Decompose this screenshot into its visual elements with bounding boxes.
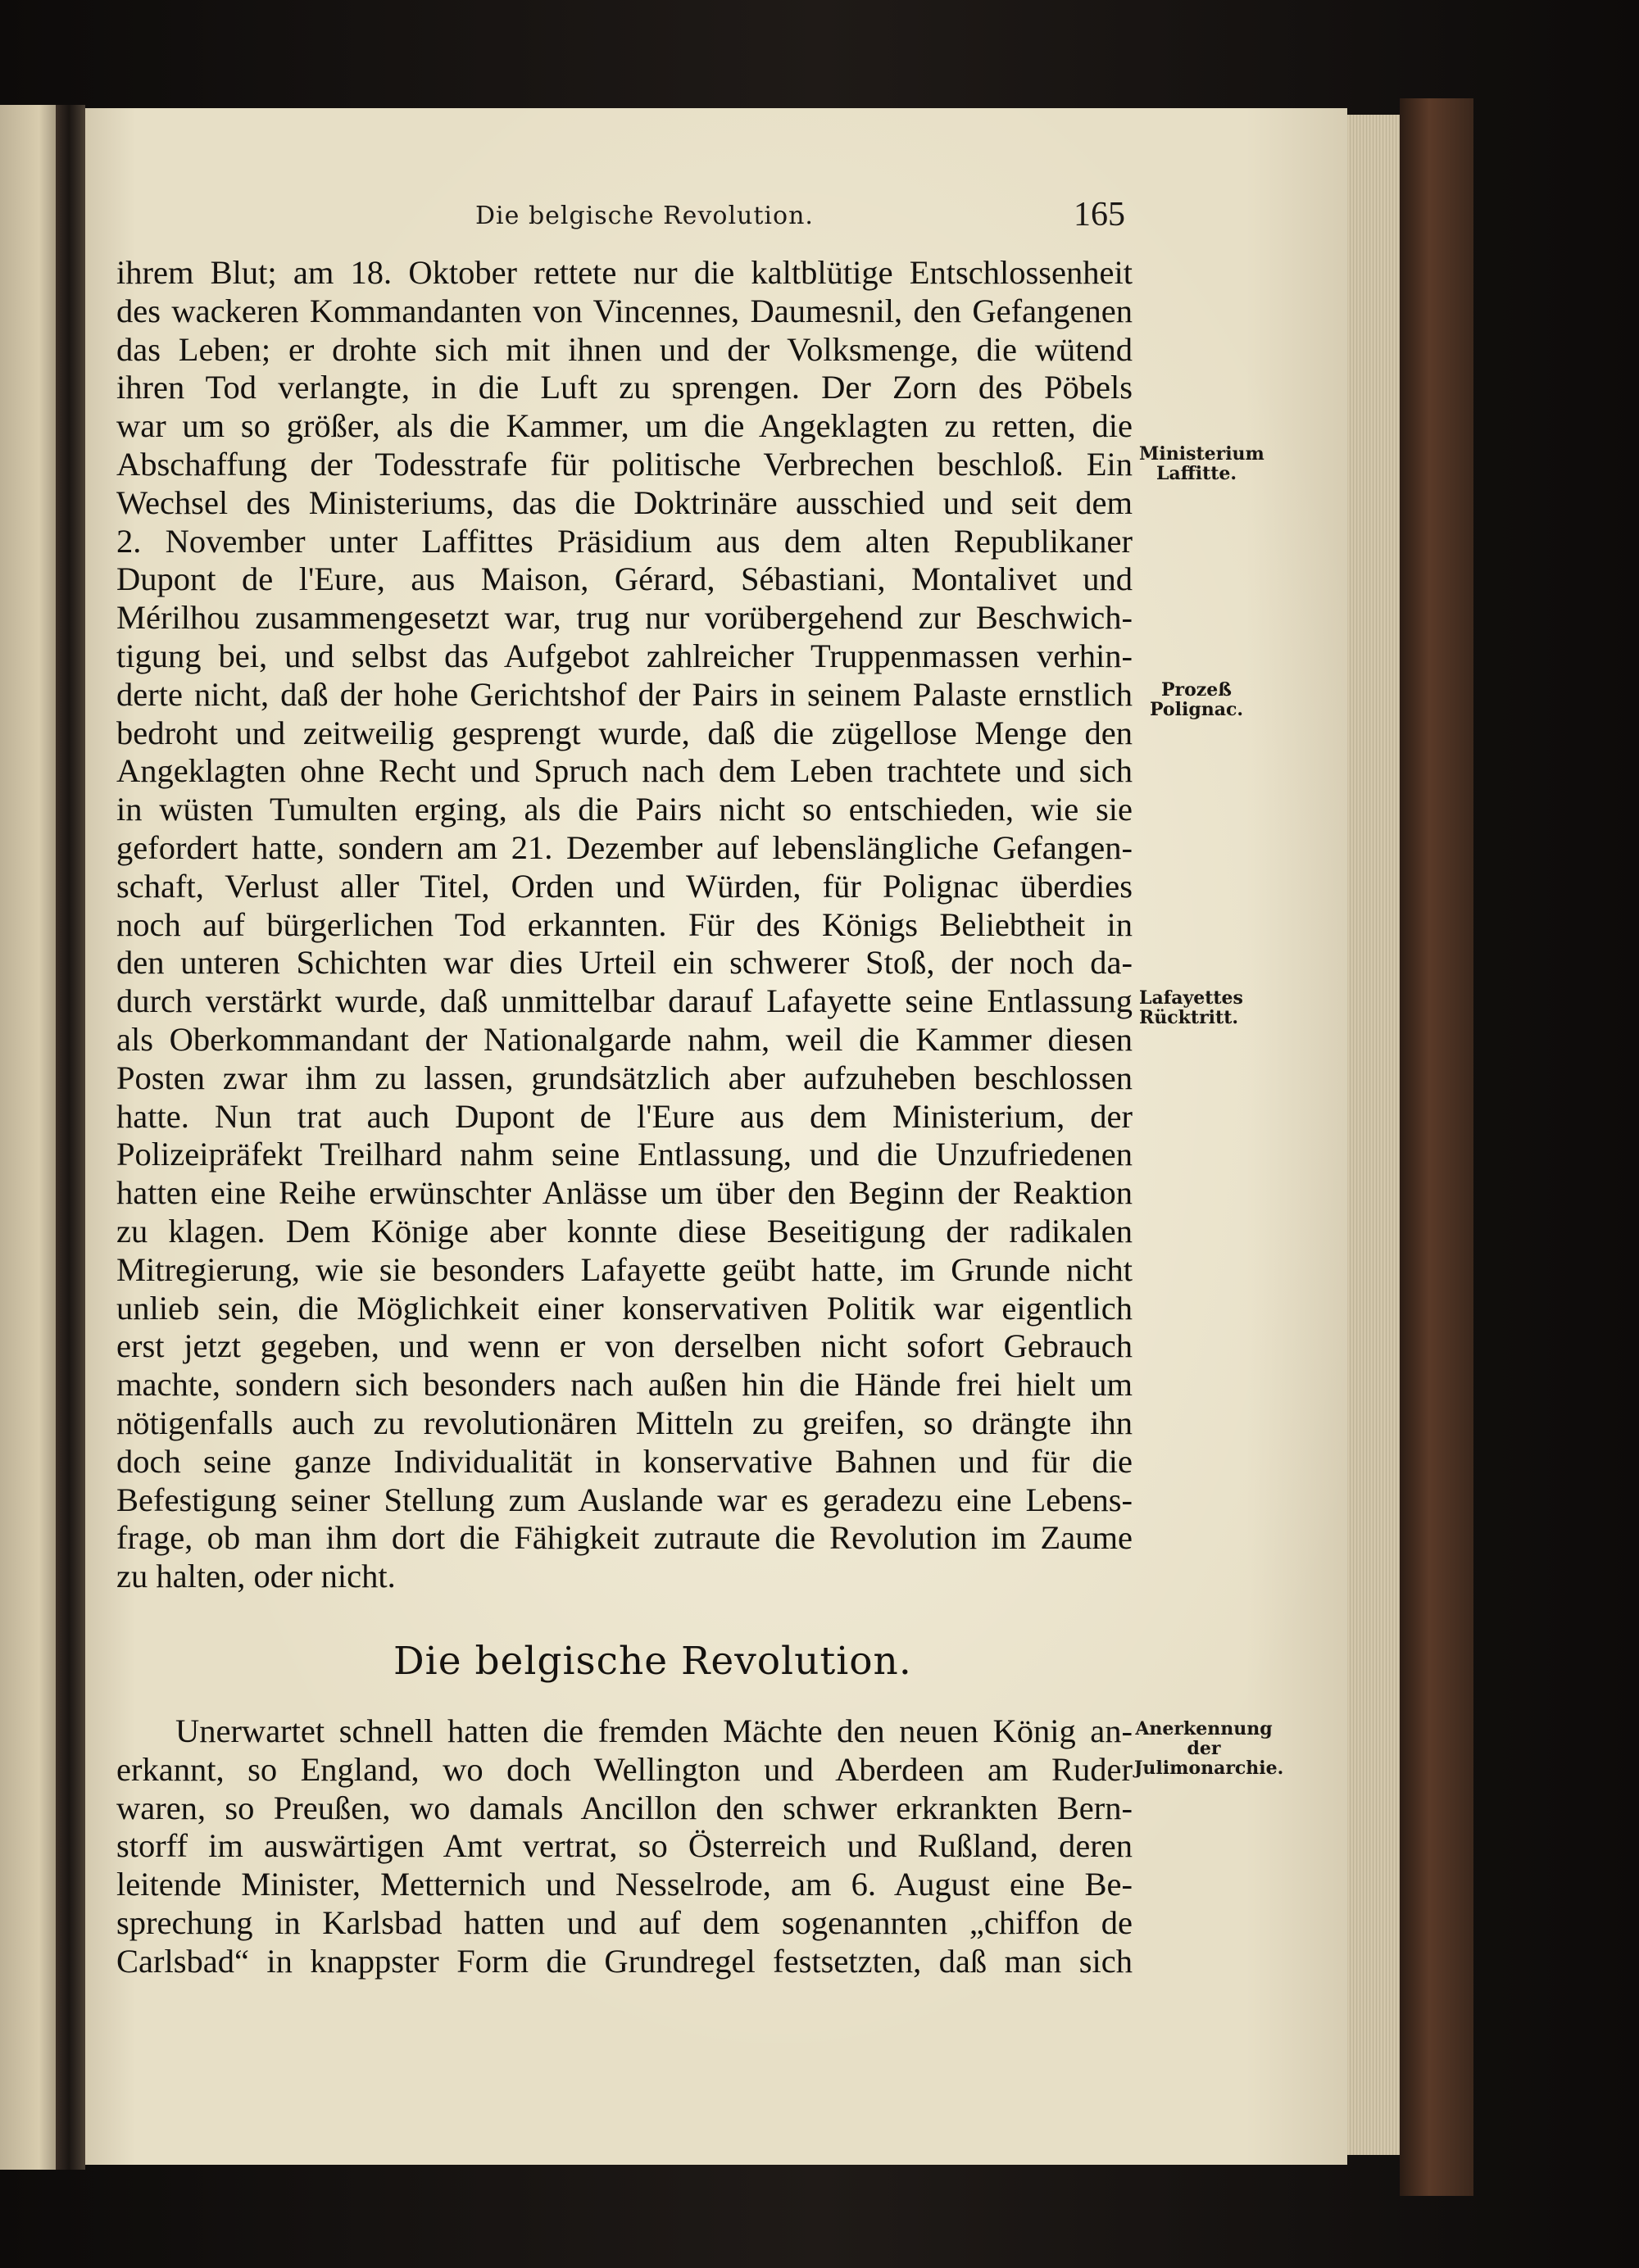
text-line: Befestigung seiner Stellung zum Auslande war es geradezu eine Lebens-: [116, 1481, 1133, 1518]
text-line: Wechsel des Ministeriums, das die Doktrinäre ausschied und seit dem: [116, 483, 1133, 521]
text-line: ihren Tod verlangte, in die Luft zu sprengen. Der Zorn des Pöbels: [116, 369, 1133, 406]
text-line: gefordert hatte, sondern am 21. Dezember auf lebenslängliche Gefangen-: [116, 828, 1133, 866]
section-heading-text: Die belgische Revolution.: [393, 1639, 912, 1684]
running-title: Die belgische Revolution.: [475, 202, 814, 230]
text-line: derte nicht, daß der hohe Gerichtshof der Pairs in seinem Palaste ernstlich: [116, 675, 1133, 713]
margin-note-prozess: Prozeß Polignac.: [1149, 679, 1244, 720]
text-line: in wüsten Tumulten erging, als die Pairs nicht so entschieden, wie sie: [116, 791, 1133, 828]
previous-page-edge: [0, 105, 56, 2170]
margin-note-lafayette: Lafayettes Rücktritt.: [1139, 987, 1243, 1028]
page-block-edges: [1347, 115, 1400, 2155]
text-line: schaft, Verlust aller Titel, Orden und Würden, für Polignac überdies: [116, 867, 1133, 905]
text-line: Dupont de l'Eure, aus Maison, Gérard, Sébastiani, Montalivet und: [116, 560, 1133, 598]
text-line: unlieb sein, die Möglichkeit einer konservativen Politik war eigentlich: [116, 1289, 1133, 1327]
text-line: Mitregierung, wie sie besonders Lafayette geübt hatte, im Grunde nicht: [116, 1250, 1133, 1288]
text-line: ihrem Blut; am 18. Oktober rettete nur die kaltblütige Entschlossenheit: [116, 254, 1133, 291]
text-line: 2. November unter Laffittes Präsidium aus dem alten Republikaner: [116, 522, 1133, 560]
text-line: hatte. Nun trat auch Dupont de l'Eure aus dem Ministerium, der: [116, 1097, 1133, 1135]
text-line: frage, ob man ihm dort die Fähigkeit zutraute die Revolution im Zaume: [116, 1519, 1133, 1557]
text-line: Polizeipräfekt Treilhard nahm seine Entlassung, und die Unzufriedenen: [116, 1136, 1133, 1173]
text-line: leitende Minister, Metternich und Nesselrode, am 6. August eine Be-: [116, 1866, 1133, 1903]
text-line: nötigenfalls auch zu revolutionären Mitteln zu greifen, so drängte ihn: [116, 1404, 1133, 1441]
book-cover-edge: [1400, 98, 1473, 2196]
text-line: den unteren Schichten war dies Urteil ein schwerer Stoß, der noch da-: [116, 944, 1133, 982]
text-line: zu klagen. Dem Könige aber konnte diese Beseitigung der radikalen: [116, 1212, 1133, 1250]
text-line: sprechung in Karlsbad hatten und auf dem sogenannten „chiffon de: [116, 1903, 1133, 1941]
text-line: durch verstärkt wurde, daß unmittelbar darauf Lafayette seine Entlassung: [116, 982, 1133, 1020]
text-line: des wackeren Kommandanten von Vincennes, Daumesnil, den Gefangenen: [116, 292, 1133, 329]
text-line: das Leben; er drohte sich mit ihnen und der Volksmenge, die wütend: [116, 330, 1133, 368]
text-line: machte, sondern sich besonders nach außen hin die Hände frei hielt um: [116, 1366, 1133, 1404]
text-line: Abschaffung der Todesstrafe für politische Verbrechen beschloß. Ein: [116, 445, 1133, 483]
text-line: war um so größer, als die Kammer, um die Angeklagten zu retten, die: [116, 407, 1133, 445]
text-line: Posten zwar ihm zu lassen, grundsätzlich aber aufzuheben beschlossen: [116, 1059, 1133, 1096]
text-line: als Oberkommandant der Nationalgarde nahm, weil die Kammer diesen: [116, 1020, 1133, 1058]
page-number: 165: [1074, 196, 1125, 234]
text-line: erkannt, so England, wo doch Wellington und Aberdeen am Ruder: [116, 1750, 1133, 1788]
text-line: hatten eine Reihe erwünschter Anlässe um über den Beginn der Reaktion: [116, 1174, 1133, 1212]
text-line: Angeklagten ohne Recht und Spruch nach dem Leben trachtete und sich: [116, 752, 1133, 790]
text-line: Mérilhou zusammengesetzt war, trug nur vorübergehend zur Beschwich-: [116, 599, 1133, 637]
text-line: zu halten, oder nicht.: [116, 1558, 396, 1595]
text-line: erst jetzt gegeben, und wenn er von derselben nicht sofort Gebrauch: [116, 1327, 1133, 1365]
text-line: Carlsbad“ in knappster Form die Grundregel festsetzten, daß man sich: [116, 1942, 1133, 1980]
book-gutter: [56, 105, 85, 2170]
margin-note-ministerium: Ministerium Laffitte.: [1139, 443, 1264, 484]
text-line: waren, so Preußen, wo damals Ancillon den schwer erkrankten Bern-: [116, 1789, 1133, 1826]
text-line: bedroht und zeitweilig gesprengt wurde, daß die zügellose Menge den: [116, 714, 1133, 751]
running-head: [0, 196, 1639, 243]
paragraph-1: [116, 254, 1133, 1596]
margin-note-anerkennung: Anerkennung der Julimonarchie.: [1134, 1718, 1284, 1779]
text-line: noch auf bürgerlichen Tod erkannten. Für des Königs Beliebtheit in: [116, 905, 1133, 943]
paragraph-2: [116, 1712, 1133, 1981]
text-line: Unerwartet schnell hatten die fremden Mächte den neuen König an-: [175, 1712, 1133, 1749]
text-line: doch seine ganze Individualität in konservative Bahnen und für die: [116, 1442, 1133, 1480]
text-line: storff im auswärtigen Amt vertrat, so Österreich und Rußland, deren: [116, 1827, 1133, 1865]
text-line: tigung bei, und selbst das Aufgebot zahlreicher Truppenmassen verhin-: [116, 637, 1133, 674]
